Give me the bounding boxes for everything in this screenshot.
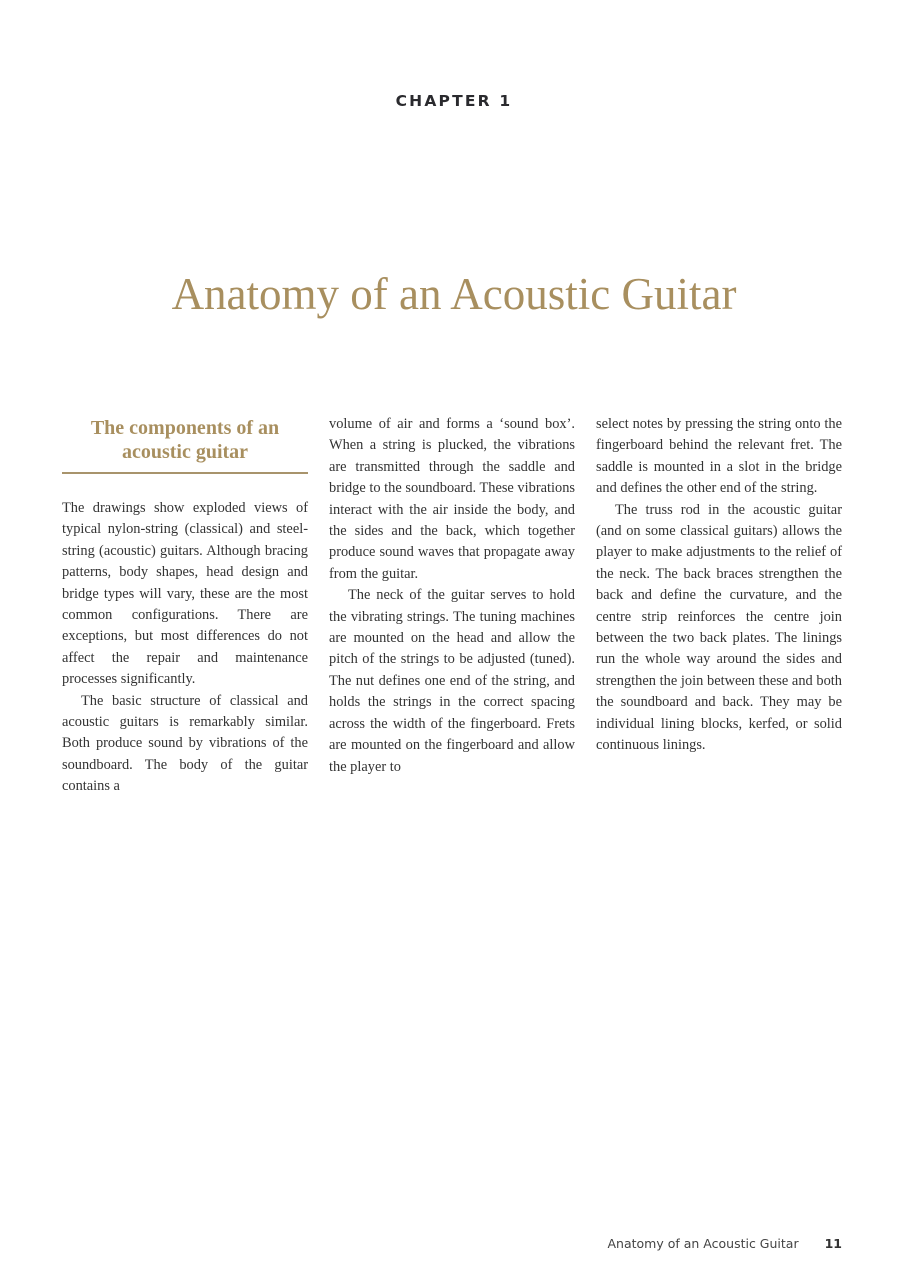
running-title: Anatomy of an Acoustic Guitar xyxy=(607,1236,799,1251)
chapter-label: CHAPTER 1 xyxy=(395,92,513,110)
page-title: Anatomy of an Acoustic Guitar xyxy=(171,269,737,319)
paragraph: volume of air and forms a ‘sound box’. When a string is plucked, the vibrations are transmitted through the saddle and bridge to the soundboard. These vibrations interact with the air inside the body, and the sides and the back, which together produce sound waves that propagate away from the guitar. xyxy=(329,416,575,582)
section-heading: The components of an acoustic guitar xyxy=(90,417,280,463)
paragraph: The neck of the guitar serves to hold the vibrating strings. The tuning machines are mounted on the head and allow the pitch of the strings to be adjusted (tuned). The nut defines one end of the string, and holds the strings in the correct spacing across the width of the fingerboard. Frets are mounted on the fingerboard and allow the player to xyxy=(329,587,575,775)
paragraph: The basic structure of classical and acoustic guitars is remarkably similar. Both produce sound by vibrations of the soundboard. The body of the guitar contains a xyxy=(62,692,308,795)
section-divider xyxy=(62,472,308,474)
paragraph: select notes by pressing the string onto the fingerboard behind the relevant fret. The saddle is mounted in a slot in the bridge and defines the other end of the string. xyxy=(596,416,842,497)
column-1 xyxy=(62,414,308,798)
page-footer xyxy=(607,1236,842,1251)
body-columns xyxy=(62,414,842,798)
page-number: 11 xyxy=(824,1236,842,1251)
column-3 xyxy=(596,414,842,798)
column-2 xyxy=(329,414,575,798)
paragraph: The drawings show exploded views of typical nylon-string (classical) and steel-string (acoustic) guitars. Although bracing patterns, body shapes, head design and bridge types will vary, these are the most common configurations. There are exceptions, but most differences do not affect the repair and maintenance processes significantly. xyxy=(62,500,308,688)
paragraph: The truss rod in the acoustic guitar (and on some classical guitars) allows the player to make adjustments to the relief of the neck. The back braces strengthen the back and define the curvature, and the centre strip reinforces the centre join between the two back plates. The linings run the whole way around the sides and strengthen the join between these and both the soundboard and back. They may be individual lining blocks, kerfed, or solid continuous linings. xyxy=(596,501,842,754)
